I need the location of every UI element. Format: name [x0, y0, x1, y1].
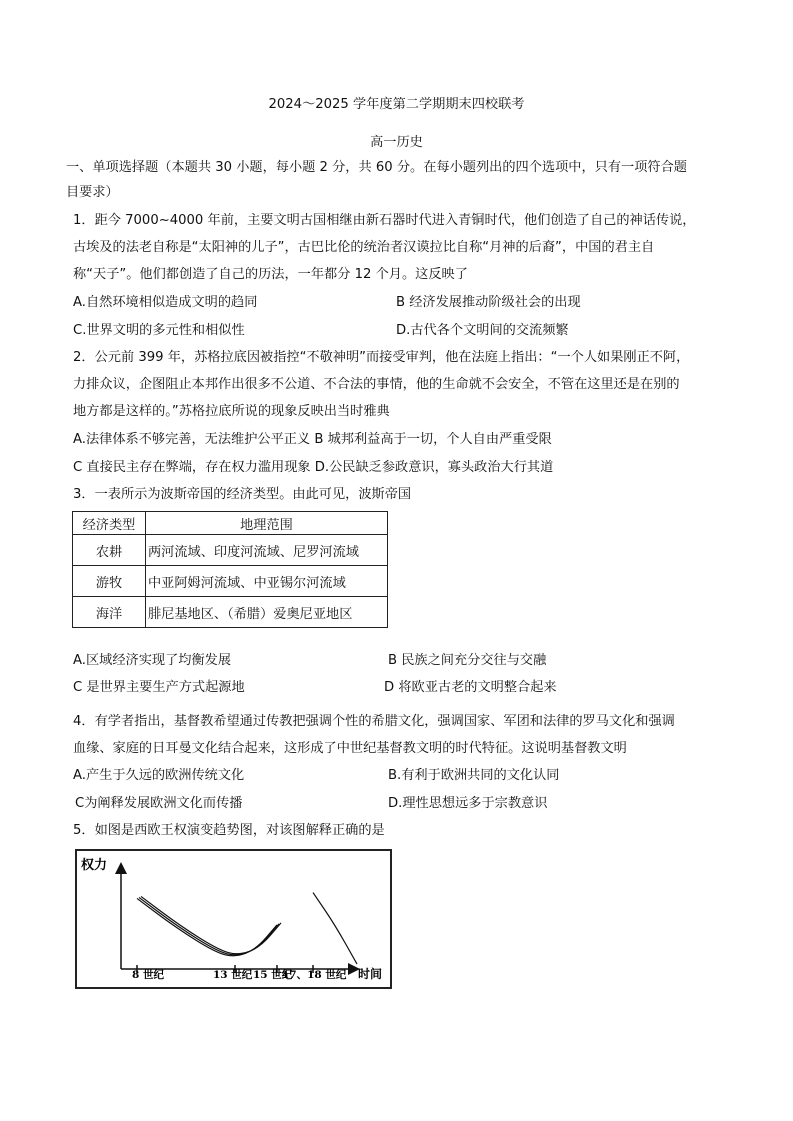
q2-stem-line3: 地方都是这样的。”苏格拉底所说的现象反映出当时雅典 — [73, 404, 390, 419]
section-instruction-line2: 目要求） — [66, 185, 119, 200]
table-header-cell: 经济类型 — [73, 512, 146, 535]
q3-option-d[interactable]: D 将欧亚古老的文明整合起来 — [384, 680, 557, 695]
q1-option-b[interactable]: B 经济发展推动阶级社会的出现 — [396, 295, 581, 310]
q1-option-d[interactable]: D.古代各个文明间的交流频繁 — [396, 323, 569, 338]
table-cell: 腓尼基地区、（希腊）爱奥尼亚地区 — [146, 597, 388, 628]
table-row — [73, 597, 388, 628]
exam-title: 2024～2025 学年度第二学期期末四校联考 — [268, 97, 525, 112]
table-cell: 海洋 — [73, 597, 146, 628]
q3-option-b[interactable]: B 民族之间充分交往与交融 — [388, 653, 547, 668]
x-tick-label: 15 世纪 — [253, 969, 293, 981]
q1-stem-line1: 1．距今 7000~4000 年前，主要文明古国相继由新石器时代进入青铜时代，他们创造了自己的神话传说， — [73, 213, 696, 228]
royal-power-chart-svg — [77, 851, 390, 987]
royal-power-chart — [75, 849, 392, 989]
q4-stem-line2: 血缘、家庭的日耳曼文化结合起来，这形成了中世纪基督教文明的时代特征。这说明基督教文明 — [73, 741, 627, 756]
power-trend-line — [141, 896, 281, 953]
table-header-cell: 地理范围 — [146, 512, 388, 535]
subject-title: 高一历史 — [370, 135, 423, 150]
q1-option-c[interactable]: C.世界文明的多元性和相似性 — [73, 323, 245, 338]
x-axis-label: 时间 — [358, 967, 383, 981]
x-tick-label: 13 世纪 — [213, 969, 253, 981]
persia-economy-table — [72, 511, 388, 628]
q3-stem: 3．一表所示为波斯帝国的经济类型。由此可见，波斯帝国 — [73, 487, 412, 502]
table-row — [73, 535, 388, 566]
q5-stem: 5．如图是西欧王权演变趋势图，对该图解释正确的是 — [73, 823, 385, 838]
table-header-row — [73, 512, 388, 535]
q4-option-b[interactable]: B.有利于欧洲共同的文化认同 — [388, 768, 560, 783]
tick-layer — [132, 965, 347, 981]
q3-option-c[interactable]: C 是世界主要生产方式起源地 — [73, 680, 245, 695]
q2-stem-line1: 2．公元前 399 年，苏格拉底因被指控“不敬神明”而接受审判，他在法庭上指出：“一个人如果刚正不阿， — [73, 350, 690, 365]
x-tick-label: 17、18 世纪 — [282, 969, 347, 981]
series-layer — [137, 893, 357, 965]
q3-option-a[interactable]: A.区域经济实现了均衡发展 — [73, 653, 232, 668]
y-axis-label: 权力 — [81, 858, 108, 873]
q4-stem-line1: 4．有学者指出，基督教希望通过传教把强调个性的希腊文化，强调国家、军团和法律的罗马文化和强调 — [73, 714, 675, 729]
x-tick-label: 8 世纪 — [132, 969, 164, 981]
table-row — [73, 566, 388, 597]
table-cell: 两河流域、印度河流域、尼罗河流域 — [146, 535, 388, 566]
q4-option-c[interactable]: C为阐释发展欧洲文化而传播 — [75, 796, 243, 811]
q2-options-ab[interactable]: A.法律体系不够完善，无法维护公平正义 B 城邦利益高于一切，个人自由严重受限 — [73, 432, 552, 447]
table-cell: 游牧 — [73, 566, 146, 597]
power-trend-line — [313, 893, 357, 965]
q1-stem-line3: 称“天子”。他们都创造了自己的历法，一年都分 12 个月。这反映了 — [73, 267, 468, 282]
q1-option-a[interactable]: A.自然环境相似造成文明的趋同 — [73, 295, 258, 310]
table-cell: 中亚阿姆河流域、中亚锡尔河流域 — [146, 566, 388, 597]
q4-option-a[interactable]: A.产生于久远的欧洲传统文化 — [73, 768, 245, 783]
q2-options-cd[interactable]: C 直接民主存在弊端，存在权力滥用现象 D.公民缺乏参政意识，寡头政治大行其道 — [73, 460, 554, 475]
table-cell: 农耕 — [73, 535, 146, 566]
q2-stem-line2: 力排众议，企图阻止本邦作出很多不公道、不合法的事情，他的生命就不会安全，不管在这里还是在别的 — [73, 377, 680, 392]
section-instruction-line1: 一、单项选择题（本题共 30 小题，每小题 2 分，共 60 分。在每小题列出的四个选项中，只有一项符合题 — [66, 160, 687, 175]
q1-stem-line2: 古埃及的法老自称是“太阳神的儿子”，古巴比伦的统治者汉谟拉比自称“月神的后裔”，中国的君主自 — [73, 240, 655, 255]
q4-option-d[interactable]: D.理性思想远多于宗教意识 — [388, 796, 548, 811]
